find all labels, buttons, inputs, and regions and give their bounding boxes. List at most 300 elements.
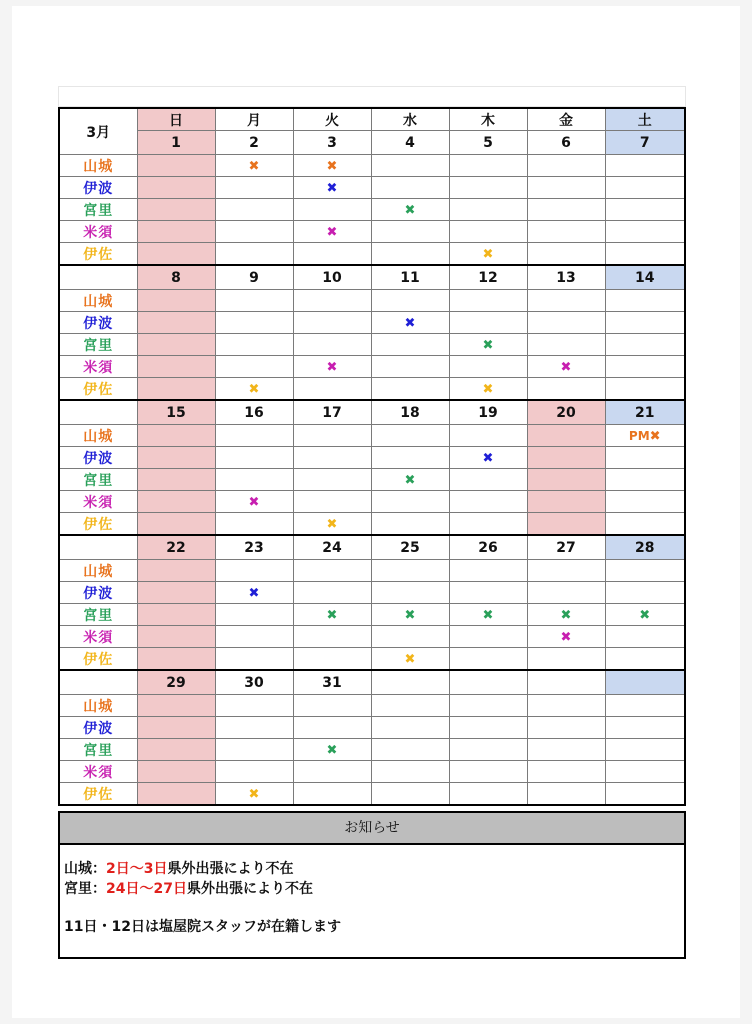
schedule-cell[interactable] bbox=[371, 604, 449, 626]
schedule-cell[interactable] bbox=[215, 582, 293, 604]
schedule-cell[interactable] bbox=[293, 626, 371, 648]
schedule-cell[interactable] bbox=[215, 155, 293, 177]
schedule-cell[interactable] bbox=[605, 243, 685, 266]
schedule-cell[interactable] bbox=[605, 199, 685, 221]
schedule-cell[interactable] bbox=[293, 717, 371, 739]
staff-row bbox=[59, 783, 685, 806]
schedule-cell[interactable] bbox=[371, 761, 449, 783]
date-cell[interactable]: 10 bbox=[293, 265, 371, 290]
notice-panel bbox=[58, 811, 686, 959]
schedule-cell[interactable] bbox=[215, 221, 293, 243]
absence-mark-icon: ✖ bbox=[404, 607, 416, 623]
schedule-cell[interactable] bbox=[215, 447, 293, 469]
notice-text: 県外出張により不在 bbox=[167, 861, 294, 877]
staff-row bbox=[59, 356, 685, 378]
schedule-cell[interactable] bbox=[527, 626, 605, 648]
schedule-cell[interactable] bbox=[527, 604, 605, 626]
schedule-cell[interactable] bbox=[605, 378, 685, 401]
date-cell[interactable]: 19 bbox=[449, 400, 527, 425]
staff-name: 伊佐 bbox=[59, 243, 137, 266]
schedule-cell[interactable] bbox=[137, 761, 215, 783]
staff-row bbox=[59, 626, 685, 648]
date-cell[interactable]: 24 bbox=[293, 535, 371, 560]
monthly-schedule-table bbox=[58, 107, 686, 806]
schedule-cell[interactable] bbox=[449, 761, 527, 783]
staff-name: 宮里 bbox=[59, 334, 137, 356]
schedule-cell[interactable] bbox=[293, 648, 371, 671]
schedule-cell[interactable] bbox=[527, 334, 605, 356]
staff-row bbox=[59, 604, 685, 626]
schedule-cell[interactable] bbox=[449, 626, 527, 648]
schedule-cell[interactable] bbox=[293, 378, 371, 401]
schedule-cell[interactable] bbox=[293, 447, 371, 469]
absence-mark-icon: ✖ bbox=[404, 651, 416, 667]
schedule-cell[interactable] bbox=[293, 582, 371, 604]
staff-name: 伊佐 bbox=[59, 783, 137, 806]
date-cell[interactable]: 17 bbox=[293, 400, 371, 425]
schedule-cell[interactable] bbox=[293, 783, 371, 806]
staff-name: 伊波 bbox=[59, 717, 137, 739]
staff-name: 伊佐 bbox=[59, 648, 137, 671]
notice-separator: ： bbox=[92, 861, 106, 877]
schedule-cell[interactable] bbox=[215, 783, 293, 806]
schedule-cell[interactable] bbox=[527, 378, 605, 401]
schedule-cell[interactable] bbox=[137, 560, 215, 582]
schedule-cell[interactable] bbox=[215, 425, 293, 447]
date-cell[interactable]: 5 bbox=[449, 131, 527, 155]
schedule-cell[interactable] bbox=[527, 648, 605, 671]
staff-row bbox=[59, 717, 685, 739]
date-cell[interactable] bbox=[527, 670, 605, 695]
schedule-cell[interactable] bbox=[527, 761, 605, 783]
schedule-cell[interactable] bbox=[449, 717, 527, 739]
date-cell[interactable]: 11 bbox=[371, 265, 449, 290]
absence-mark-icon: ✖ bbox=[482, 337, 494, 353]
schedule-cell[interactable] bbox=[215, 491, 293, 513]
schedule-cell[interactable] bbox=[605, 582, 685, 604]
date-row bbox=[59, 265, 685, 290]
schedule-cell[interactable] bbox=[293, 243, 371, 266]
schedule-cell[interactable] bbox=[215, 604, 293, 626]
schedule-cell[interactable] bbox=[215, 695, 293, 717]
weekday-header: 水 bbox=[371, 108, 449, 131]
date-cell[interactable]: 8 bbox=[137, 265, 215, 290]
date-cell[interactable] bbox=[449, 670, 527, 695]
staff-name: 宮里 bbox=[59, 199, 137, 221]
date-cell[interactable]: 31 bbox=[293, 670, 371, 695]
schedule-cell[interactable] bbox=[605, 221, 685, 243]
schedule-cell[interactable] bbox=[605, 739, 685, 761]
notice-body bbox=[60, 845, 684, 937]
date-row-spacer bbox=[59, 400, 137, 425]
staff-name: 山城 bbox=[59, 155, 137, 177]
schedule-cell[interactable] bbox=[371, 199, 449, 221]
date-cell[interactable]: 25 bbox=[371, 535, 449, 560]
schedule-cell[interactable] bbox=[527, 783, 605, 806]
schedule-cell[interactable] bbox=[293, 221, 371, 243]
date-cell[interactable]: 26 bbox=[449, 535, 527, 560]
schedule-cell[interactable] bbox=[293, 695, 371, 717]
schedule-cell[interactable] bbox=[293, 491, 371, 513]
schedule-cell[interactable] bbox=[371, 221, 449, 243]
schedule-cell[interactable] bbox=[215, 469, 293, 491]
schedule-cell[interactable] bbox=[371, 783, 449, 806]
schedule-cell[interactable] bbox=[449, 356, 527, 378]
schedule-cell[interactable] bbox=[137, 513, 215, 536]
absence-mark-icon: ✖ bbox=[482, 246, 494, 262]
staff-row bbox=[59, 221, 685, 243]
schedule-cell[interactable] bbox=[293, 334, 371, 356]
schedule-cell[interactable] bbox=[527, 177, 605, 199]
schedule-cell[interactable] bbox=[371, 469, 449, 491]
schedule-cell[interactable] bbox=[215, 513, 293, 536]
schedule-cell[interactable] bbox=[215, 761, 293, 783]
schedule-cell[interactable] bbox=[605, 447, 685, 469]
schedule-cell[interactable] bbox=[527, 739, 605, 761]
schedule-cell[interactable] bbox=[371, 177, 449, 199]
schedule-cell[interactable] bbox=[371, 378, 449, 401]
schedule-cell[interactable] bbox=[137, 243, 215, 266]
schedule-cell[interactable] bbox=[293, 513, 371, 536]
schedule-cell[interactable] bbox=[137, 604, 215, 626]
schedule-cell[interactable] bbox=[605, 648, 685, 671]
date-cell[interactable]: 7 bbox=[605, 131, 685, 155]
schedule-cell[interactable] bbox=[527, 513, 605, 536]
absence-mark-icon: ✖ bbox=[639, 607, 651, 623]
absence-mark-icon: ✖ bbox=[326, 516, 338, 532]
schedule-cell[interactable] bbox=[215, 378, 293, 401]
staff-name: 米須 bbox=[59, 761, 137, 783]
schedule-cell[interactable] bbox=[137, 717, 215, 739]
staff-name: 山城 bbox=[59, 290, 137, 312]
schedule-cell[interactable] bbox=[605, 290, 685, 312]
absence-mark-icon: ✖ bbox=[482, 381, 494, 397]
staff-name: 宮里 bbox=[59, 739, 137, 761]
schedule-cell[interactable] bbox=[527, 447, 605, 469]
absence-mark-icon: ✖ bbox=[404, 202, 416, 218]
absence-mark-icon: ✖ bbox=[560, 629, 572, 645]
staff-row bbox=[59, 243, 685, 266]
schedule-cell[interactable] bbox=[293, 177, 371, 199]
absence-mark-icon: ✖ bbox=[326, 224, 338, 240]
staff-name: 山城 bbox=[59, 695, 137, 717]
schedule-cell[interactable] bbox=[527, 491, 605, 513]
schedule-cell[interactable] bbox=[449, 155, 527, 177]
date-cell[interactable] bbox=[605, 670, 685, 695]
date-row bbox=[59, 400, 685, 425]
weekday-header: 日 bbox=[137, 108, 215, 131]
date-row bbox=[59, 535, 685, 560]
staff-row bbox=[59, 739, 685, 761]
schedule-cell[interactable] bbox=[215, 648, 293, 671]
schedule-cell[interactable] bbox=[215, 312, 293, 334]
schedule-cell[interactable] bbox=[215, 177, 293, 199]
absence-mark-icon: ✖ bbox=[649, 428, 661, 444]
schedule-cell[interactable] bbox=[215, 739, 293, 761]
schedule-cell[interactable] bbox=[137, 356, 215, 378]
staff-name: 宮里 bbox=[59, 604, 137, 626]
staff-row bbox=[59, 560, 685, 582]
schedule-cell[interactable] bbox=[137, 648, 215, 671]
date-cell[interactable]: 6 bbox=[527, 131, 605, 155]
notice-line bbox=[64, 879, 684, 899]
schedule-cell[interactable] bbox=[527, 243, 605, 266]
schedule-cell[interactable] bbox=[605, 717, 685, 739]
date-cell[interactable]: 1 bbox=[137, 131, 215, 155]
schedule-cell[interactable] bbox=[293, 425, 371, 447]
schedule-cell[interactable] bbox=[137, 312, 215, 334]
schedule-cell[interactable] bbox=[527, 199, 605, 221]
staff-row bbox=[59, 648, 685, 671]
weekday-header: 金 bbox=[527, 108, 605, 131]
schedule-cell[interactable] bbox=[605, 560, 685, 582]
schedule-cell[interactable] bbox=[371, 695, 449, 717]
schedule-cell[interactable] bbox=[293, 469, 371, 491]
schedule-cell[interactable] bbox=[215, 199, 293, 221]
date-row bbox=[59, 670, 685, 695]
absence-mark-icon: ✖ bbox=[248, 585, 260, 601]
schedule-cell[interactable] bbox=[449, 447, 527, 469]
schedule-cell[interactable] bbox=[527, 469, 605, 491]
notice-dates: 24日～27日 bbox=[106, 881, 187, 897]
schedule-cell[interactable] bbox=[293, 604, 371, 626]
schedule-cell[interactable] bbox=[449, 312, 527, 334]
schedule-cell[interactable] bbox=[371, 560, 449, 582]
schedule-cell[interactable] bbox=[605, 177, 685, 199]
schedule-cell[interactable] bbox=[449, 491, 527, 513]
schedule-cell[interactable] bbox=[371, 491, 449, 513]
staff-name: 伊波 bbox=[59, 447, 137, 469]
schedule-cell[interactable] bbox=[137, 290, 215, 312]
staff-row bbox=[59, 425, 685, 447]
absence-mark-icon: ✖ bbox=[560, 607, 572, 623]
staff-row bbox=[59, 491, 685, 513]
date-cell[interactable]: 15 bbox=[137, 400, 215, 425]
schedule-cell[interactable] bbox=[293, 356, 371, 378]
schedule-cell[interactable] bbox=[371, 334, 449, 356]
schedule-cell[interactable] bbox=[371, 717, 449, 739]
date-cell[interactable]: 30 bbox=[215, 670, 293, 695]
schedule-cell[interactable] bbox=[527, 356, 605, 378]
schedule-cell[interactable] bbox=[137, 491, 215, 513]
date-cell[interactable]: 28 bbox=[605, 535, 685, 560]
schedule-cell[interactable] bbox=[449, 604, 527, 626]
schedule-cell[interactable] bbox=[137, 582, 215, 604]
date-cell[interactable]: 18 bbox=[371, 400, 449, 425]
schedule-cell[interactable] bbox=[449, 221, 527, 243]
schedule-cell[interactable] bbox=[449, 177, 527, 199]
schedule-cell[interactable] bbox=[605, 761, 685, 783]
date-cell[interactable]: 16 bbox=[215, 400, 293, 425]
schedule-cell[interactable] bbox=[371, 243, 449, 266]
staff-name: 伊波 bbox=[59, 582, 137, 604]
schedule-cell[interactable] bbox=[137, 221, 215, 243]
sheet-top-guide bbox=[58, 86, 686, 107]
absence-mark-icon: ✖ bbox=[326, 158, 338, 174]
schedule-cell[interactable] bbox=[293, 560, 371, 582]
schedule-cell[interactable] bbox=[137, 425, 215, 447]
schedule-cell[interactable] bbox=[527, 290, 605, 312]
schedule-cell[interactable] bbox=[527, 695, 605, 717]
schedule-cell[interactable] bbox=[527, 717, 605, 739]
notice-person: 宮里 bbox=[64, 881, 92, 897]
weekday-header: 木 bbox=[449, 108, 527, 131]
schedule-cell[interactable] bbox=[527, 155, 605, 177]
staff-row bbox=[59, 155, 685, 177]
absence-mark-icon: ✖ bbox=[404, 315, 416, 331]
schedule-cell[interactable] bbox=[449, 243, 527, 266]
schedule-cell[interactable] bbox=[605, 695, 685, 717]
schedule-cell[interactable] bbox=[449, 648, 527, 671]
schedule-cell[interactable] bbox=[371, 356, 449, 378]
schedule-cell[interactable] bbox=[371, 513, 449, 536]
schedule-cell[interactable] bbox=[527, 425, 605, 447]
absence-mark-icon: ✖ bbox=[482, 607, 494, 623]
schedule-cell[interactable] bbox=[293, 739, 371, 761]
staff-name: 山城 bbox=[59, 560, 137, 582]
schedule-cell[interactable] bbox=[137, 334, 215, 356]
staff-name: 米須 bbox=[59, 626, 137, 648]
absence-mark-prefix: PM bbox=[628, 428, 650, 443]
staff-row bbox=[59, 469, 685, 491]
schedule-cell[interactable] bbox=[449, 425, 527, 447]
staff-row bbox=[59, 761, 685, 783]
schedule-cell[interactable] bbox=[215, 717, 293, 739]
schedule-cell[interactable] bbox=[605, 312, 685, 334]
staff-name: 伊波 bbox=[59, 177, 137, 199]
absence-mark-icon: ✖ bbox=[248, 381, 260, 397]
date-cell[interactable]: 20 bbox=[527, 400, 605, 425]
date-cell[interactable]: 2 bbox=[215, 131, 293, 155]
schedule-cell[interactable] bbox=[449, 378, 527, 401]
notice-dates: 2日～3日 bbox=[106, 861, 168, 877]
schedule-cell[interactable] bbox=[137, 378, 215, 401]
schedule-cell[interactable] bbox=[527, 560, 605, 582]
schedule-cell[interactable] bbox=[371, 447, 449, 469]
absence-mark-icon: ✖ bbox=[326, 742, 338, 758]
schedule-cell[interactable] bbox=[527, 582, 605, 604]
staff-name: 山城 bbox=[59, 425, 137, 447]
schedule-cell[interactable] bbox=[371, 626, 449, 648]
schedule-cell[interactable] bbox=[137, 199, 215, 221]
schedule-cell[interactable] bbox=[605, 155, 685, 177]
date-cell[interactable]: 23 bbox=[215, 535, 293, 560]
schedule-cell[interactable] bbox=[293, 199, 371, 221]
schedule-cell[interactable] bbox=[449, 560, 527, 582]
staff-name: 米須 bbox=[59, 491, 137, 513]
schedule-cell[interactable] bbox=[137, 447, 215, 469]
absence-mark-icon: ✖ bbox=[326, 359, 338, 375]
schedule-cell[interactable] bbox=[605, 513, 685, 536]
schedule-cell[interactable] bbox=[605, 425, 685, 447]
schedule-cell[interactable] bbox=[605, 356, 685, 378]
schedule-cell[interactable] bbox=[449, 199, 527, 221]
absence-mark-icon: ✖ bbox=[404, 472, 416, 488]
schedule-cell[interactable] bbox=[293, 290, 371, 312]
schedule-cell[interactable] bbox=[449, 695, 527, 717]
schedule-cell[interactable] bbox=[137, 739, 215, 761]
schedule-cell[interactable] bbox=[449, 469, 527, 491]
date-cell[interactable]: 12 bbox=[449, 265, 527, 290]
schedule-cell[interactable] bbox=[215, 290, 293, 312]
schedule-cell[interactable] bbox=[449, 290, 527, 312]
staff-name: 宮里 bbox=[59, 469, 137, 491]
schedule-cell[interactable] bbox=[449, 582, 527, 604]
weekday-header: 火 bbox=[293, 108, 371, 131]
schedule-cell[interactable] bbox=[449, 783, 527, 806]
schedule-cell[interactable] bbox=[137, 783, 215, 806]
date-cell[interactable]: 9 bbox=[215, 265, 293, 290]
schedule-cell[interactable] bbox=[293, 155, 371, 177]
schedule-cell[interactable] bbox=[371, 290, 449, 312]
date-cell[interactable]: 21 bbox=[605, 400, 685, 425]
schedule-cell[interactable] bbox=[215, 626, 293, 648]
weekday-header-row bbox=[59, 108, 685, 131]
schedule-cell[interactable] bbox=[449, 334, 527, 356]
staff-row bbox=[59, 290, 685, 312]
schedule-cell[interactable] bbox=[137, 177, 215, 199]
schedule-cell[interactable] bbox=[137, 695, 215, 717]
schedule-cell[interactable] bbox=[137, 155, 215, 177]
date-cell[interactable]: 13 bbox=[527, 265, 605, 290]
staff-name: 米須 bbox=[59, 221, 137, 243]
date-cell[interactable]: 14 bbox=[605, 265, 685, 290]
schedule-cell[interactable] bbox=[371, 648, 449, 671]
schedule-cell[interactable] bbox=[293, 312, 371, 334]
staff-row bbox=[59, 334, 685, 356]
schedule-cell[interactable] bbox=[215, 356, 293, 378]
schedule-cell[interactable] bbox=[527, 312, 605, 334]
schedule-cell[interactable] bbox=[605, 491, 685, 513]
schedule-cell[interactable] bbox=[215, 560, 293, 582]
staff-row bbox=[59, 695, 685, 717]
date-cell[interactable]: 27 bbox=[527, 535, 605, 560]
notice-footer: 11日・12日は塩屋院スタッフが在籍します bbox=[64, 919, 341, 935]
date-cell[interactable]: 3 bbox=[293, 131, 371, 155]
schedule-cell[interactable] bbox=[449, 739, 527, 761]
schedule-cell[interactable] bbox=[605, 783, 685, 806]
date-cell[interactable] bbox=[371, 670, 449, 695]
notice-line bbox=[64, 859, 684, 879]
date-cell[interactable]: 4 bbox=[371, 131, 449, 155]
absence-mark-icon: ✖ bbox=[482, 450, 494, 466]
date-cell[interactable]: 22 bbox=[137, 535, 215, 560]
schedule-cell[interactable] bbox=[605, 604, 685, 626]
schedule-cell[interactable] bbox=[371, 739, 449, 761]
schedule-cell[interactable] bbox=[137, 626, 215, 648]
notice-text: 県外出張により不在 bbox=[186, 881, 313, 897]
schedule-cell[interactable] bbox=[527, 221, 605, 243]
staff-name: 伊波 bbox=[59, 312, 137, 334]
schedule-cell[interactable] bbox=[215, 334, 293, 356]
schedule-cell[interactable] bbox=[137, 469, 215, 491]
schedule-cell[interactable] bbox=[371, 425, 449, 447]
schedule-cell[interactable] bbox=[215, 243, 293, 266]
schedule-cell[interactable] bbox=[293, 761, 371, 783]
notice-separator: ： bbox=[92, 881, 106, 897]
schedule-cell[interactable] bbox=[605, 334, 685, 356]
schedule-cell[interactable] bbox=[371, 582, 449, 604]
month-label: 3月 bbox=[59, 108, 137, 155]
schedule-cell[interactable] bbox=[371, 155, 449, 177]
schedule-cell[interactable] bbox=[605, 469, 685, 491]
schedule-cell[interactable] bbox=[371, 312, 449, 334]
schedule-cell[interactable] bbox=[449, 513, 527, 536]
staff-row bbox=[59, 199, 685, 221]
weekday-header: 月 bbox=[215, 108, 293, 131]
schedule-cell[interactable] bbox=[605, 626, 685, 648]
date-cell[interactable]: 29 bbox=[137, 670, 215, 695]
